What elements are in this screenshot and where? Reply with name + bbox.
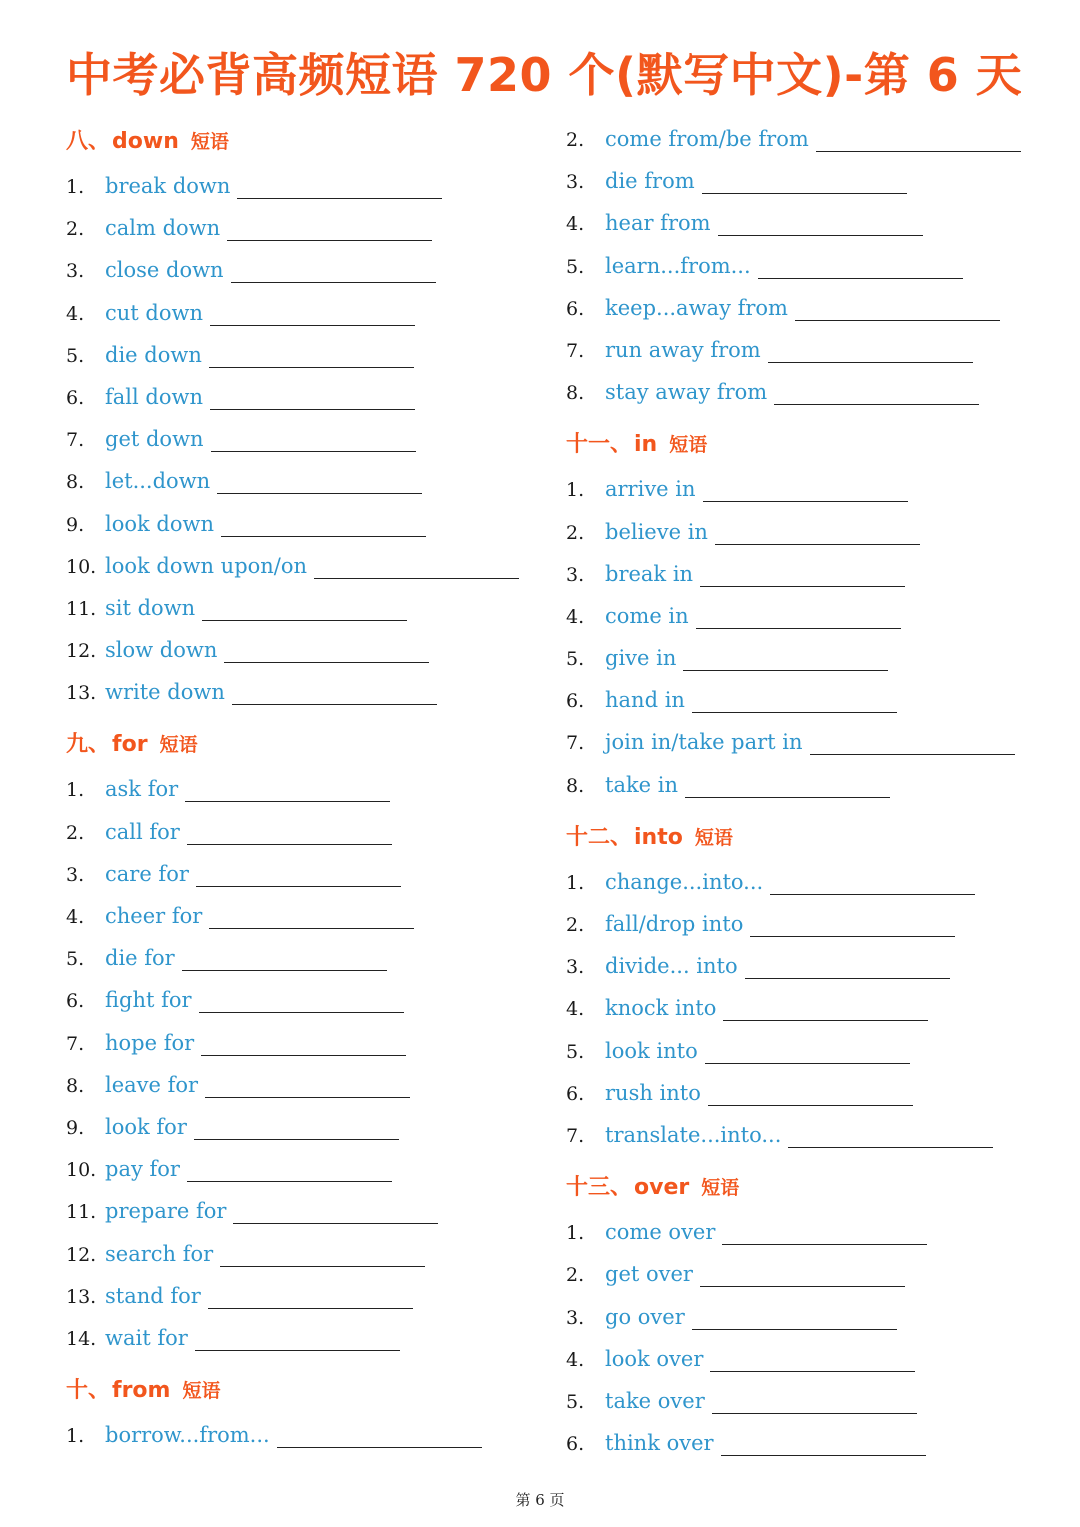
phrase: pay for — [105, 1157, 180, 1182]
item-number: 2. — [566, 1264, 585, 1287]
item-number: 3. — [566, 171, 585, 194]
list-item — [66, 671, 536, 713]
phrase: take over — [605, 1388, 705, 1413]
item-number: 3. — [566, 956, 585, 979]
item-number: 8. — [66, 471, 85, 494]
list-item — [66, 292, 536, 334]
answer-blank[interactable] — [227, 214, 432, 241]
phrase-list-down — [66, 165, 536, 713]
phrase: hope for — [105, 1030, 195, 1055]
phrase: come in — [605, 603, 689, 628]
answer-blank[interactable] — [816, 125, 1021, 152]
list-item — [66, 376, 536, 418]
item-number: 8. — [566, 382, 585, 405]
phrase: look down upon/on — [105, 553, 308, 578]
phrase: fight for — [105, 988, 192, 1013]
answer-blank[interactable] — [700, 1260, 905, 1287]
section-category: 短语 — [701, 1177, 740, 1200]
list-item — [66, 1317, 536, 1359]
item-number: 5. — [566, 1040, 585, 1063]
answer-blank[interactable] — [703, 475, 908, 502]
item-number: 7. — [66, 429, 85, 452]
list-item — [66, 1414, 536, 1456]
answer-blank[interactable] — [685, 771, 890, 798]
section-number: 九、 — [66, 732, 111, 758]
list-item — [66, 207, 536, 249]
phrase: search for — [105, 1241, 214, 1266]
section-category: 短语 — [190, 131, 229, 153]
item-number: 10. — [66, 1159, 97, 1182]
item-number: 6. — [566, 690, 585, 713]
answer-blank[interactable] — [692, 686, 897, 713]
phrase-list-from — [66, 1414, 536, 1456]
list-item — [66, 979, 536, 1021]
item-number: 6. — [566, 297, 585, 320]
phrase-list-in — [566, 468, 1036, 806]
phrase: keep...away from — [605, 295, 788, 320]
list-item — [66, 1190, 536, 1232]
item-number: 5. — [566, 255, 585, 278]
phrase: leave for — [105, 1072, 199, 1097]
phrase: let...down — [105, 469, 211, 494]
item-number: 9. — [66, 1116, 85, 1139]
section-keyword: down — [112, 129, 179, 154]
answer-blank[interactable] — [721, 1429, 926, 1456]
answer-blank[interactable] — [211, 425, 416, 452]
item-number: 9. — [66, 513, 85, 536]
list-item — [566, 1072, 1036, 1114]
list-item — [66, 1148, 536, 1190]
phrase-list-over — [566, 1211, 1036, 1464]
phrase: rush into — [605, 1080, 701, 1105]
phrase: look for — [105, 1114, 187, 1139]
phrase: believe in — [605, 519, 708, 544]
list-item — [566, 1338, 1036, 1380]
list-item — [566, 1030, 1036, 1072]
answer-blank[interactable] — [277, 1421, 482, 1448]
phrase: hand in — [605, 688, 685, 713]
list-item — [66, 587, 536, 629]
section-keyword: from — [112, 1378, 171, 1404]
item-number: 2. — [66, 218, 85, 241]
list-item — [566, 637, 1036, 679]
phrase: knock into — [605, 996, 717, 1021]
answer-blank[interactable] — [795, 294, 1000, 321]
phrase: die for — [105, 946, 175, 971]
list-item — [566, 1114, 1036, 1156]
list-item — [566, 1211, 1036, 1253]
item-number: 2. — [566, 521, 585, 544]
list-item — [66, 629, 536, 671]
phrase: change...into... — [605, 869, 764, 894]
list-item — [66, 334, 536, 376]
answer-blank[interactable] — [723, 994, 928, 1021]
item-number: 8. — [66, 1074, 85, 1097]
answer-blank[interactable] — [712, 1387, 917, 1414]
phrase: calm down — [105, 216, 221, 241]
item-number: 14. — [66, 1327, 97, 1350]
phrase: go over — [605, 1304, 685, 1329]
section-keyword: over — [634, 1175, 690, 1201]
list-item — [66, 165, 536, 207]
phrase: break down — [105, 174, 231, 198]
phrase: translate...into... — [605, 1122, 782, 1147]
phrase: look over — [605, 1346, 704, 1371]
answer-blank[interactable] — [202, 594, 407, 621]
item-number: 4. — [566, 1348, 585, 1371]
phrase: prepare for — [105, 1199, 227, 1224]
item-number: 7. — [66, 1032, 85, 1055]
item-number: 11. — [66, 597, 97, 620]
list-item — [566, 721, 1036, 763]
answer-blank[interactable] — [770, 868, 975, 895]
list-item — [566, 945, 1036, 987]
answer-blank[interactable] — [220, 1240, 425, 1267]
item-number: 4. — [566, 605, 585, 628]
phrase: think over — [605, 1431, 714, 1456]
phrase: cheer for — [105, 904, 203, 928]
item-number: 1. — [566, 1222, 585, 1245]
item-number: 10. — [66, 555, 97, 578]
item-number: 3. — [66, 260, 85, 283]
item-number: 5. — [66, 344, 85, 367]
answer-blank[interactable] — [768, 336, 973, 363]
answer-blank[interactable] — [210, 299, 415, 326]
answer-blank[interactable] — [705, 1037, 910, 1064]
list-item — [566, 553, 1036, 595]
answer-blank[interactable] — [199, 986, 404, 1013]
section-category: 短语 — [182, 1380, 221, 1403]
phrase: arrive in — [605, 477, 696, 502]
answer-blank[interactable] — [810, 728, 1015, 755]
section-category: 短语 — [159, 734, 198, 757]
phrase: die from — [605, 169, 695, 194]
list-item — [566, 245, 1036, 287]
item-number: 12. — [66, 640, 97, 663]
phrase: come over — [605, 1220, 716, 1245]
phrase: take in — [605, 772, 679, 797]
phrase: ask for — [105, 777, 179, 802]
list-item — [66, 1106, 536, 1148]
answer-blank[interactable] — [194, 1113, 399, 1140]
answer-blank[interactable] — [233, 1197, 438, 1224]
answer-blank[interactable] — [209, 341, 414, 368]
phrase: borrow...from... — [105, 1423, 270, 1448]
answer-blank[interactable] — [708, 1079, 913, 1106]
phrase: stay away from — [605, 380, 768, 405]
list-item — [566, 595, 1036, 637]
page-title: 中考必背高频短语 720 个(默写中文)-第 6 天 — [66, 48, 1023, 102]
section-keyword: into — [634, 824, 683, 850]
phrase: die down — [105, 342, 202, 367]
item-number: 5. — [566, 648, 585, 671]
list-item — [566, 511, 1036, 553]
item-number: 4. — [566, 998, 585, 1021]
list-item — [566, 679, 1036, 721]
item-number: 2. — [566, 129, 585, 151]
section-heading-into — [566, 814, 1036, 861]
phrase: come from/be from — [605, 127, 809, 151]
answer-blank[interactable] — [221, 510, 426, 537]
answer-blank[interactable] — [187, 1155, 392, 1182]
item-number: 5. — [566, 1390, 585, 1413]
section-heading-down — [66, 118, 536, 165]
item-number: 4. — [66, 906, 85, 928]
list-item — [66, 811, 536, 853]
answer-blank[interactable] — [710, 1345, 915, 1372]
item-number: 6. — [66, 386, 85, 409]
phrase: cut down — [105, 300, 203, 325]
list-item — [66, 853, 536, 895]
phrase: close down — [105, 258, 224, 283]
item-number: 7. — [566, 339, 585, 362]
answer-blank[interactable] — [210, 383, 415, 410]
answer-blank[interactable] — [217, 467, 422, 494]
answer-blank[interactable] — [201, 1029, 406, 1056]
phrase: break in — [605, 561, 694, 586]
list-item — [66, 1275, 536, 1317]
phrase: sit down — [105, 595, 196, 620]
section-heading-from — [66, 1367, 536, 1414]
answer-blank[interactable] — [702, 167, 907, 194]
list-item — [566, 1296, 1036, 1338]
item-number: 2. — [66, 821, 85, 844]
section-category: 短语 — [694, 826, 733, 849]
list-item — [66, 418, 536, 460]
item-number: 1. — [566, 479, 585, 502]
item-number: 7. — [566, 1124, 585, 1147]
phrase: stand for — [105, 1283, 201, 1308]
section-number: 十、 — [66, 1378, 111, 1404]
list-item — [66, 937, 536, 979]
answer-blank[interactable] — [745, 952, 950, 979]
item-number: 1. — [66, 176, 85, 198]
section-number: 八、 — [66, 129, 111, 154]
answer-blank[interactable] — [187, 818, 392, 845]
list-item — [566, 202, 1036, 244]
item-number: 1. — [66, 779, 85, 802]
phrase: fall down — [105, 384, 203, 409]
item-number: 7. — [566, 732, 585, 755]
list-item — [66, 1233, 536, 1275]
phrase: run away from — [605, 337, 761, 362]
answer-blank[interactable] — [314, 552, 519, 579]
answer-blank[interactable] — [232, 678, 437, 705]
section-number: 十二、 — [566, 824, 633, 850]
list-item — [66, 545, 536, 587]
section-keyword: in — [634, 432, 658, 458]
list-item — [566, 764, 1036, 806]
item-number: 1. — [566, 871, 585, 894]
list-item — [566, 1380, 1036, 1422]
list-item — [66, 1064, 536, 1106]
answer-blank[interactable] — [205, 1071, 410, 1098]
list-item — [566, 160, 1036, 202]
right-column — [566, 118, 1036, 1464]
item-number: 3. — [66, 863, 85, 886]
answer-blank[interactable] — [788, 1121, 993, 1148]
answer-blank[interactable] — [208, 1282, 413, 1309]
item-number: 13. — [66, 682, 97, 705]
phrase: join in/take part in — [605, 730, 803, 755]
answer-blank[interactable] — [185, 775, 390, 802]
list-item — [66, 895, 536, 937]
section-category: 短语 — [669, 434, 708, 457]
item-number: 4. — [66, 302, 85, 325]
list-item — [66, 249, 536, 291]
list-item — [566, 861, 1036, 903]
answer-blank[interactable] — [195, 1324, 400, 1351]
phrase: divide... into — [605, 954, 738, 979]
item-number: 2. — [566, 914, 585, 936]
answer-blank[interactable] — [237, 172, 442, 199]
phrase: write down — [105, 680, 225, 705]
phrase: give in — [605, 646, 677, 671]
list-item — [566, 329, 1036, 371]
answer-blank[interactable] — [750, 910, 955, 937]
section-heading-in — [566, 421, 1036, 468]
answer-blank[interactable] — [774, 378, 979, 405]
answer-blank[interactable] — [696, 602, 901, 629]
answer-blank[interactable] — [683, 644, 888, 671]
item-number: 6. — [566, 1433, 585, 1456]
phrase: care for — [105, 861, 189, 886]
list-item — [566, 287, 1036, 329]
page-number: 第 6 页 — [515, 1491, 565, 1509]
item-number: 6. — [66, 990, 85, 1013]
list-item — [566, 118, 1036, 160]
item-number: 8. — [566, 774, 585, 797]
phrase: wait for — [105, 1325, 188, 1350]
list-item — [566, 371, 1036, 413]
section-keyword: for — [112, 732, 148, 758]
phrase: hear from — [605, 211, 711, 236]
phrase-list-for — [66, 768, 536, 1359]
phrase: slow down — [105, 638, 218, 663]
answer-blank[interactable] — [718, 209, 923, 236]
phrase: get over — [605, 1262, 693, 1287]
item-number: 1. — [66, 1425, 85, 1448]
phrase: learn...from... — [605, 253, 751, 278]
list-item — [566, 1422, 1036, 1464]
answer-blank[interactable] — [700, 560, 905, 587]
section-heading-over — [566, 1164, 1036, 1211]
list-item — [66, 1022, 536, 1064]
item-number: 3. — [566, 1306, 585, 1329]
list-item — [566, 987, 1036, 1029]
phrase: get down — [105, 427, 204, 452]
answer-blank[interactable] — [196, 860, 401, 887]
list-item — [66, 768, 536, 810]
answer-blank[interactable] — [692, 1303, 897, 1330]
item-number: 3. — [566, 563, 585, 586]
section-number: 十一、 — [566, 432, 633, 458]
left-column — [66, 118, 536, 1456]
answer-blank[interactable] — [722, 1218, 927, 1245]
phrase: fall/drop into — [605, 912, 744, 936]
phrase: call for — [105, 819, 180, 844]
phrase: look down — [105, 511, 214, 536]
list-item — [66, 503, 536, 545]
list-item — [566, 1253, 1036, 1295]
answer-blank[interactable] — [758, 252, 963, 279]
item-number: 12. — [66, 1243, 97, 1266]
section-heading-for — [66, 721, 536, 768]
item-number: 13. — [66, 1285, 97, 1308]
item-number: 4. — [566, 213, 585, 236]
answer-blank[interactable] — [715, 518, 920, 545]
list-item — [66, 460, 536, 502]
phrase-list-from-continued — [566, 118, 1036, 413]
answer-blank[interactable] — [209, 902, 414, 929]
phrase-list-into — [566, 861, 1036, 1156]
item-number: 5. — [66, 948, 85, 971]
item-number: 6. — [566, 1082, 585, 1105]
answer-blank[interactable] — [224, 636, 429, 663]
list-item — [566, 468, 1036, 510]
item-number: 11. — [66, 1201, 97, 1224]
section-number: 十三、 — [566, 1175, 633, 1201]
answer-blank[interactable] — [182, 944, 387, 971]
phrase: look into — [605, 1038, 698, 1063]
list-item — [566, 903, 1036, 945]
answer-blank[interactable] — [231, 256, 436, 283]
